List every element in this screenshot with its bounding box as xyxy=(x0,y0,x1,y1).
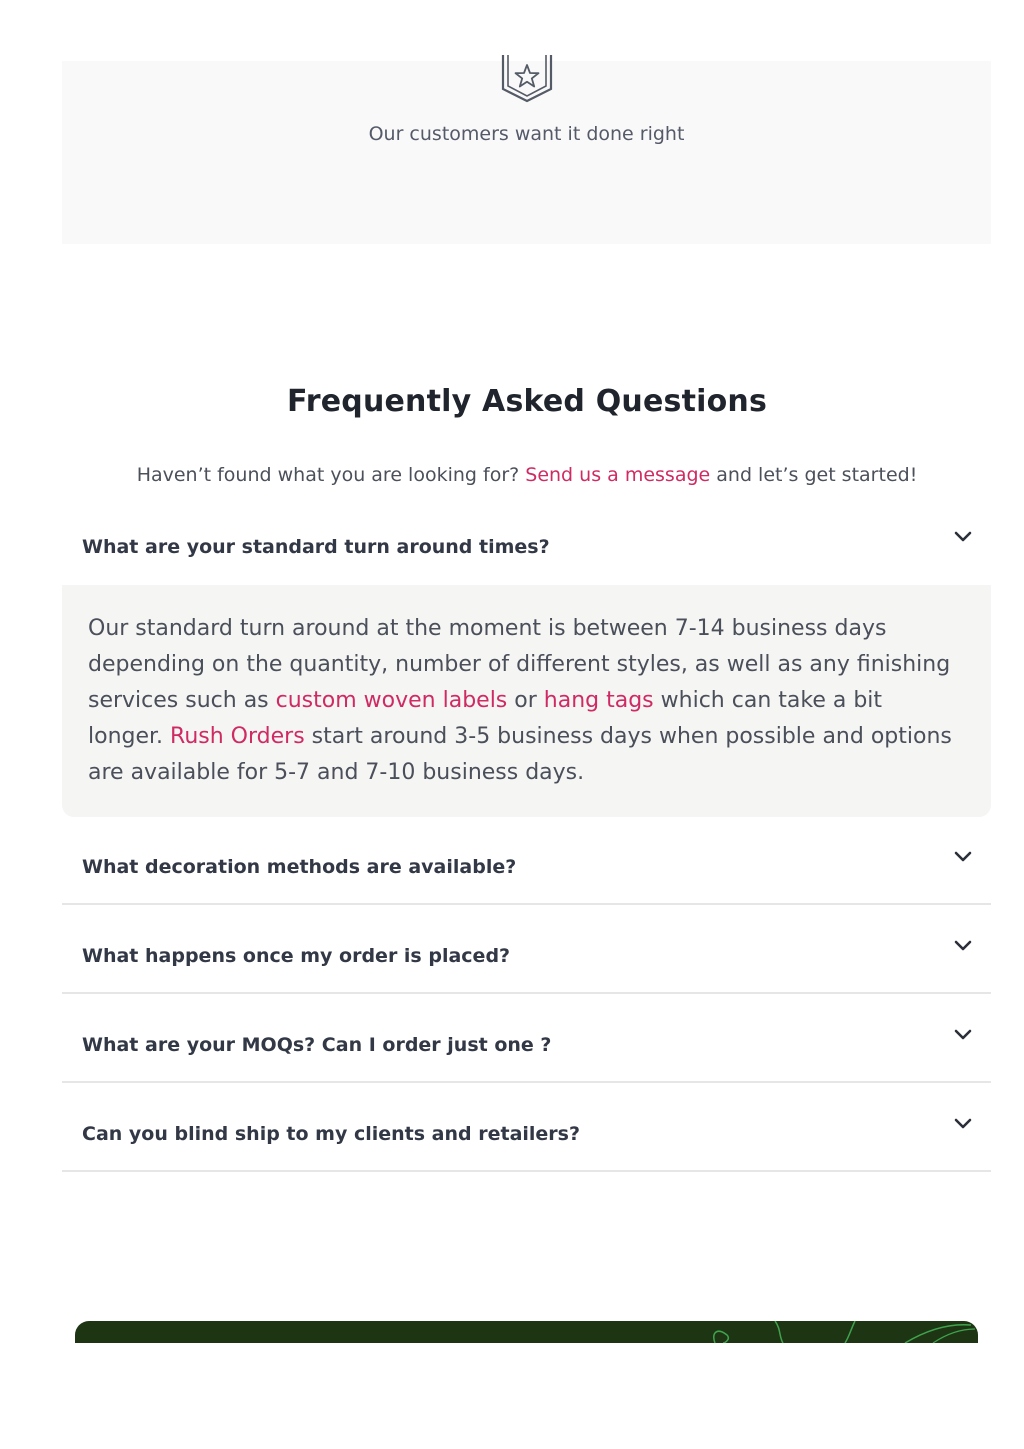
faq-item-turnaround[interactable] xyxy=(62,495,991,565)
faq-question: What happens once my order is placed? xyxy=(82,945,511,967)
answer-text-2: or xyxy=(514,688,537,713)
send-message-link[interactable]: Send us a message xyxy=(525,464,711,486)
faq-question: What are your standard turn around times? xyxy=(82,536,550,558)
chevron-down-icon xyxy=(953,939,973,953)
feature-caption: Our customers want it done right xyxy=(368,123,685,145)
faq-title: Frequently Asked Questions xyxy=(286,384,768,419)
chevron-down-icon xyxy=(953,1117,973,1131)
feature-card xyxy=(62,61,991,244)
faq-item-moqs[interactable] xyxy=(62,993,991,1083)
cta-banner xyxy=(75,1321,978,1343)
faq-item-blind-ship[interactable] xyxy=(62,1082,991,1172)
faq-subtitle-pre: Haven’t found what you are looking for? xyxy=(136,464,520,486)
faq-question: What are your MOQs? Can I order just one ? xyxy=(82,1034,552,1056)
decorative-swirl-graphic xyxy=(75,1321,978,1343)
custom-woven-labels-link[interactable]: custom woven labels xyxy=(275,688,508,713)
chevron-down-icon xyxy=(953,1028,973,1042)
hang-tags-link[interactable]: hang tags xyxy=(543,688,654,713)
rush-orders-link[interactable]: Rush Orders xyxy=(170,724,305,749)
answer-text-3: which can take a bit longer. xyxy=(88,688,883,749)
chevron-down-icon xyxy=(953,850,973,864)
chevron-down-icon xyxy=(953,530,973,544)
faq-item-decoration[interactable] xyxy=(62,815,991,905)
answer-text-1: Our standard turn around at the moment is between 7-14 business days depending on the quantity, number of different styles, as well as any finishing services such as xyxy=(88,616,951,713)
faq-question: Can you blind ship to my clients and retailers? xyxy=(82,1123,581,1145)
faq-subtitle-post: and let’s get started! xyxy=(716,464,918,486)
faq-question: What decoration methods are available? xyxy=(82,856,517,878)
faq-item-order-placed[interactable] xyxy=(62,904,991,994)
faq-answer xyxy=(62,585,991,817)
faq-subtitle xyxy=(0,464,1024,486)
badge-star-icon xyxy=(500,55,554,105)
answer-text-4: start around 3-5 business days when possible and options are available for 5-7 and 7-10 business days. xyxy=(88,724,952,785)
